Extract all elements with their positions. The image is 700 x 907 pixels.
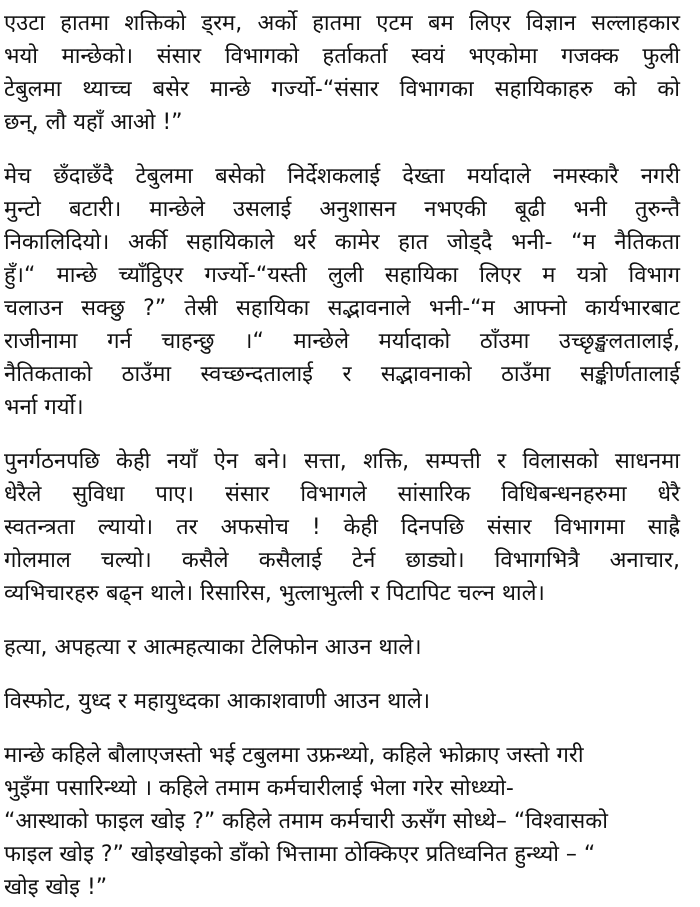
text-line: नैतिकताको ठाउँमा स्वच्छन्दतालाई र सद्भावनाको ठाउँमा सङ्कीर्णतालाई xyxy=(4,362,680,387)
paragraph-explosion-broadcasts xyxy=(4,685,680,718)
text-line: भर्ना गर्यो। xyxy=(4,395,84,420)
text-line: विस्फोट, युध्द र महायुध्दका आकाशवाणी आउन थाले। xyxy=(4,689,431,714)
text-line: गोलमाल चल्यो। कसैले कसैलाई टेर्न छाड्यो। विभागभित्रै अनाचार, xyxy=(4,548,680,573)
text-line: भुइँमा पसारिन्थ्यो । कहिले तमाम कर्मचारीलाई भेला गरेर सोध्थ्यो- xyxy=(4,776,514,801)
text-line: मान्छे कहिले बौलाएजस्तो भई टबुलमा उफ्रन्थ्यो, कहिले झोक्राए जस्तो गरी xyxy=(4,743,584,768)
text-line: धेरैले सुविधा पाए। संसार विभागले सांसारिक विधिबन्धनहरुमा धेरै xyxy=(4,482,680,507)
text-line: “आस्थाको फाइल खोइ ?” कहिले तमाम कर्मचारी ऊसँग सोध्थे– “विश्वासको xyxy=(4,809,608,834)
text-line: व्यभिचारहरु बढ्न थाले। रिसारिस, भुत्लाभुत्ली र पिटापिट चल्न थाले। xyxy=(4,581,545,606)
text-line: टेबुलमा थ्याच्च बसेर मान्छे गर्ज्यो-“संसार विभागका सहायिकाहरु को को xyxy=(4,77,680,102)
text-line: एउटा हातमा शक्तिको ड्रम, अर्को हातमा एटम बम लिएर विज्ञान सल्लाहकार xyxy=(4,11,680,36)
text-line: फाइल खोइ ?” खोइखोइको डाँको भित्तामा ठोक्किएर प्रतिध्वनित हुन्थ्यो – “ xyxy=(4,842,596,867)
text-line: चलाउन सक्छु ?” तेस्री सहायिका सद्भावनाले भनी-“म आफ्नो कार्यभारबाट xyxy=(4,296,680,321)
paragraph-reorganization xyxy=(4,445,680,610)
text-line: छन्, लौ यहाँ आओ !” xyxy=(4,110,183,135)
text-line: भयो मान्छेको। संसार विभागको हर्ताकर्ता स्वयं भएकोमा गजक्क फुली xyxy=(4,44,680,69)
text-line: राजीनामा गर्न चाहन्छु ।“ मान्छेले मर्यादाको ठाँउमा उच्छृङ्खलतालाई, xyxy=(4,329,680,354)
paragraph-scientist-advisor xyxy=(4,7,680,139)
text-line: स्वतन्त्रता ल्यायो। तर अफसोच ! केही दिनपछि संसार विभागमा साह्रै xyxy=(4,515,680,540)
text-line: निकालिदियो। अर्की सहायिकाले थर्र कामेर हात जोड्दै भनी- “म नैतिकता xyxy=(4,230,681,255)
text-line: हत्या, अपहत्या र आत्महत्याका टेलिफोन आउन थाले। xyxy=(4,635,422,660)
paragraph-where-is-the-file xyxy=(4,739,680,904)
text-line: मुन्टो बटारी। मान्छेले उसलाई अनुशासन नभएकी बूढी भनी तुरुन्तै xyxy=(4,197,680,222)
text-line: हुँ।“ मान्छे च्याँट्ठिएर गर्ज्यो-“यस्ती लुली सहायिका लिएर म यत्रो विभाग xyxy=(4,263,680,288)
text-line: पुनर्गठनपछि केही नयाँ ऐन बने। सत्ता, शक्ति, सम्पत्ती र विलासको साधनमा xyxy=(4,449,680,474)
paragraph-assistants-dismissed xyxy=(4,160,680,424)
paragraph-murder-telephones xyxy=(4,631,680,664)
text-line: खोइ खोइ !” xyxy=(4,875,108,900)
text-line: मेच छँदाछँदै टेबुलमा बसेको निर्देशकलाई देख्ता मर्यादाले नमस्कारै नगरी xyxy=(4,164,680,189)
